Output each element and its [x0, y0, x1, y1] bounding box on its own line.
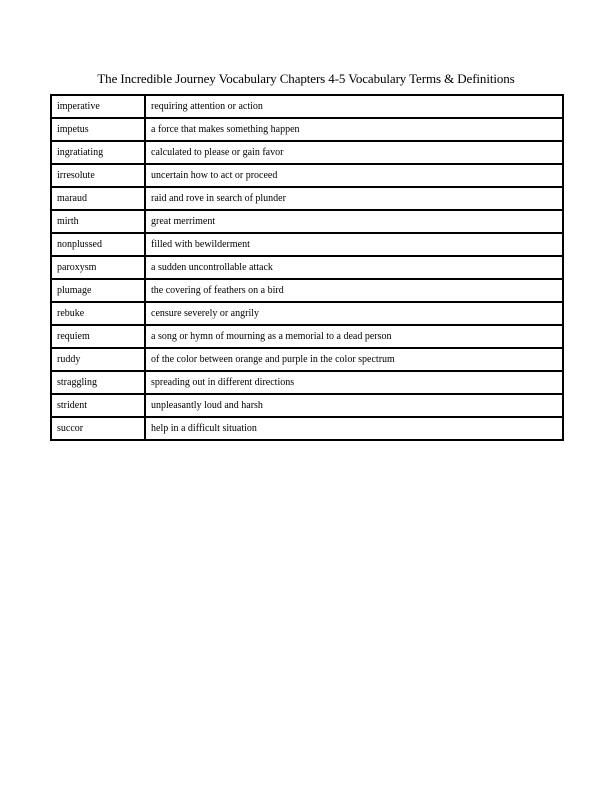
vocab-term: ingratiating — [51, 141, 145, 164]
vocab-term: nonplussed — [51, 233, 145, 256]
table-row — [51, 302, 563, 325]
vocab-definition: a force that makes something happen — [145, 118, 563, 141]
vocab-term: plumage — [51, 279, 145, 302]
table-row — [51, 394, 563, 417]
vocab-definition: great merriment — [145, 210, 563, 233]
vocab-term: rebuke — [51, 302, 145, 325]
page-title: The Incredible Journey Vocabulary Chapters 4-5 Vocabulary Terms & Definitions — [97, 71, 515, 86]
vocab-definition: filled with bewilderment — [145, 233, 563, 256]
vocab-definition: spreading out in different directions — [145, 371, 563, 394]
vocab-definition: of the color between orange and purple in the color spectrum — [145, 348, 563, 371]
vocab-term: paroxysm — [51, 256, 145, 279]
vocab-definition: a sudden uncontrollable attack — [145, 256, 563, 279]
vocab-definition: unpleasantly loud and harsh — [145, 394, 563, 417]
table-row — [51, 256, 563, 279]
table-row — [51, 164, 563, 187]
vocab-definition: a song or hymn of mourning as a memorial to a dead person — [145, 325, 563, 348]
vocabulary-table-body — [51, 95, 563, 440]
table-row — [51, 417, 563, 440]
vocab-definition: censure severely or angrily — [145, 302, 563, 325]
vocab-definition: raid and rove in search of plunder — [145, 187, 563, 210]
table-row — [51, 95, 563, 118]
vocab-definition: help in a difficult situation — [145, 417, 563, 440]
vocab-term: irresolute — [51, 164, 145, 187]
vocab-definition: calculated to please or gain favor — [145, 141, 563, 164]
table-row — [51, 141, 563, 164]
table-row — [51, 210, 563, 233]
vocab-term: mirth — [51, 210, 145, 233]
table-row — [51, 233, 563, 256]
vocab-term: impetus — [51, 118, 145, 141]
vocab-definition: uncertain how to act or proceed — [145, 164, 563, 187]
vocab-definition: requiring attention or action — [145, 95, 563, 118]
vocab-term: ruddy — [51, 348, 145, 371]
vocab-term: imperative — [51, 95, 145, 118]
table-row — [51, 187, 563, 210]
vocab-term: succor — [51, 417, 145, 440]
vocab-term: strident — [51, 394, 145, 417]
table-row — [51, 371, 563, 394]
vocab-term: maraud — [51, 187, 145, 210]
table-row — [51, 348, 563, 371]
vocabulary-table — [50, 94, 564, 441]
vocab-term: requiem — [51, 325, 145, 348]
vocab-term: straggling — [51, 371, 145, 394]
table-row — [51, 279, 563, 302]
table-row — [51, 118, 563, 141]
table-row — [51, 325, 563, 348]
vocab-definition: the covering of feathers on a bird — [145, 279, 563, 302]
